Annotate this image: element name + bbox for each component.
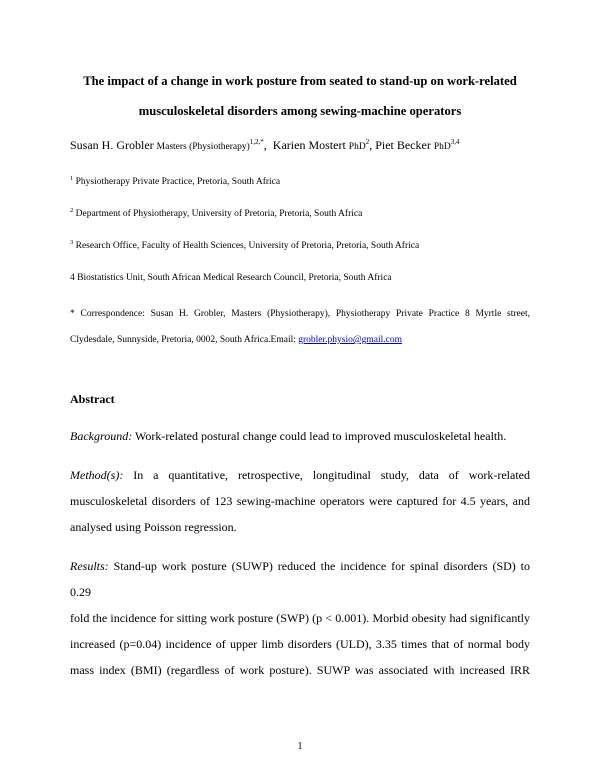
methods-line-2: musculoskeletal disorders of 123 sewing-machine operators were captured for 4.5 years, and: [70, 494, 530, 508]
affiliation-mark: 3: [70, 238, 74, 246]
email-link[interactable]: grobler.physio@gmail.com: [298, 335, 402, 345]
background-text: Work-related postural change could lead to improved musculoskeletal health.: [135, 429, 507, 443]
affiliation-text: Research Office, Faculty of Health Sciences, University of Pretoria, Pretoria, South Africa: [75, 241, 420, 251]
correspondence-line-1: * Correspondence: Susan H. Grobler, Masters (Physiotherapy), Physiotherapy Private Practice 8 Myrtle street,: [70, 309, 530, 319]
affiliation-1: [70, 174, 281, 187]
results-paragraph: [70, 553, 530, 683]
author-degree: Masters (Physiotherapy): [156, 142, 250, 152]
page-number: 1: [297, 741, 303, 752]
correspondence: [70, 301, 530, 353]
background-label: Background:: [70, 429, 133, 443]
methods-label: Method(s):: [70, 468, 124, 482]
affiliation-text: Physiotherapy Private Practice, Pretoria, South Africa: [75, 177, 281, 187]
results-line-1: Stand-up work posture (SUWP) reduced the incidence for spinal disorders (SD) to 0.29: [70, 559, 531, 599]
results-line-2: fold the incidence for sitting work posture (SWP) (p < 0.001). Morbid obesity had significantly: [70, 611, 530, 625]
author-degree: PhD: [433, 142, 451, 152]
author-degree: PhD: [348, 142, 366, 152]
author-name: Piet Becker: [375, 138, 431, 152]
affiliation-text: Department of Physiotherapy, University of Pretoria, Pretoria, South Africa: [75, 209, 363, 219]
background-paragraph: [70, 423, 530, 449]
affiliation-mark: 2: [70, 206, 74, 214]
methods-line-3: analysed using Poisson regression.: [70, 520, 237, 534]
results-line-4: mass index (BMI) (regardless of work posture). SUWP was associated with increased IRR: [70, 663, 530, 677]
affiliation-2: [70, 206, 363, 219]
author-name: Susan H. Grobler: [70, 138, 154, 152]
results-line-3: increased (p=0.04) incidence of upper limb disorders (ULD), 3.35 times that of normal body: [70, 637, 530, 651]
author-name: Karien Mostert: [272, 138, 346, 152]
affiliation-4: [70, 273, 392, 283]
author-affiliation-mark: 3,4: [450, 138, 460, 146]
title-line-1: The impact of a change in work posture from seated to stand-up on work-related: [83, 74, 517, 88]
author-affiliation-mark: 2: [365, 138, 370, 146]
affiliation-text: 4 Biostatistics Unit, South African Medical Research Council, Pretoria, South Africa: [70, 273, 392, 283]
author-affiliation-mark: 1,2,*: [249, 138, 264, 146]
affiliation-3: [70, 238, 420, 251]
correspondence-line-2: Clydesdale, Sunnyside, Pretoria, 0002, South Africa.Email:: [70, 335, 296, 345]
title-line-2: musculoskeletal disorders among sewing-machine operators: [138, 104, 462, 118]
affiliation-mark: 1: [70, 174, 74, 182]
methods-line-1: In a quantitative, retrospective, longitudinal study, data of work-related: [133, 468, 530, 482]
results-label: Results:: [70, 559, 109, 573]
paper-title: [70, 66, 530, 126]
methods-paragraph: [70, 462, 530, 540]
author-list: Susan H. Grobler Masters (Physiotherapy)$^{1,2,*}$, Karien Mostert PhD$^2$, Piet Becker PhD$^{3,4}$: [70, 138, 460, 152]
abstract-heading: Abstract: [70, 392, 115, 406]
